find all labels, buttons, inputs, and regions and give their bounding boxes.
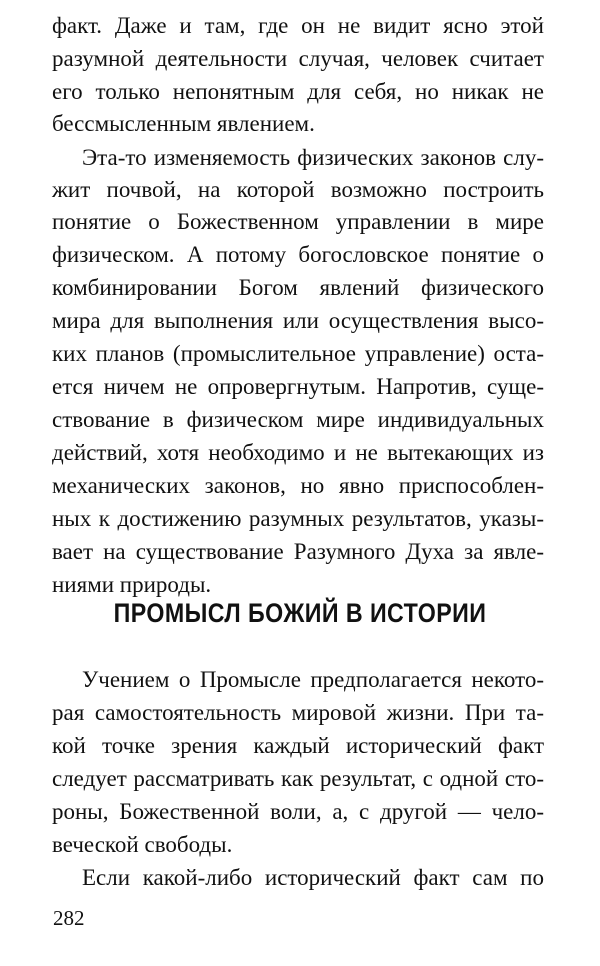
- text-line: ствование в физическом мире индивидуальных: [52, 407, 544, 432]
- text-line: жит почвой, на которой возможно построить: [52, 177, 544, 202]
- section-heading: ПРОМЫСЛ БОЖИЙ В ИСТОРИИ: [113, 598, 487, 628]
- text-line: ких планов (промыслительное управление) оста-: [52, 341, 544, 366]
- text-line: бессмысленным явлением.: [52, 111, 315, 136]
- text-line: комбинировании Богом явлений физического: [52, 275, 544, 300]
- text-line: кой точке зрения каждый исторический факт: [52, 733, 544, 758]
- text-line: ных к достижению разумных результатов, указы-: [52, 506, 544, 531]
- page-number: 282: [53, 906, 85, 930]
- text-line: ниями природы.: [52, 572, 212, 597]
- text-line: понятие о Божественном управлении в мире: [52, 209, 544, 234]
- text-line: веческой свободы.: [52, 832, 233, 857]
- text-line: факт. Даже и там, где он не видит ясно этой: [52, 13, 544, 38]
- text-line: разумной деятельности случая, человек считает: [52, 46, 544, 71]
- text-line: Эта-то изменяемость физических законов слу-: [82, 145, 544, 170]
- text-line: роны, Божественной воли, а, с другой — чело-: [52, 799, 544, 824]
- text-line: действий, хотя необходимо и не вытекающих из: [52, 440, 544, 465]
- text-line: Учением о Промысле предполагается некото-: [82, 667, 544, 692]
- text-line: мира для выполнения или осуществления высо-: [52, 308, 544, 333]
- text-line: ется ничем не опровергнутым. Напротив, суще-: [52, 374, 544, 399]
- text-line: вает на существование Разумного Духа за явле-: [52, 539, 544, 564]
- text-line: физическом. А потому богословское понятие о: [52, 242, 544, 267]
- text-line: рая самостоятельность мировой жизни. При та-: [52, 700, 544, 725]
- text-line: Если какой-либо исторический факт сам по: [82, 865, 544, 890]
- text-line: механических законов, но явно приспособлен-: [52, 473, 544, 498]
- text-line: его только непонятным для себя, но никак не: [52, 79, 544, 104]
- text-line: следует рассматривать как результат, с одной сто-: [52, 766, 544, 791]
